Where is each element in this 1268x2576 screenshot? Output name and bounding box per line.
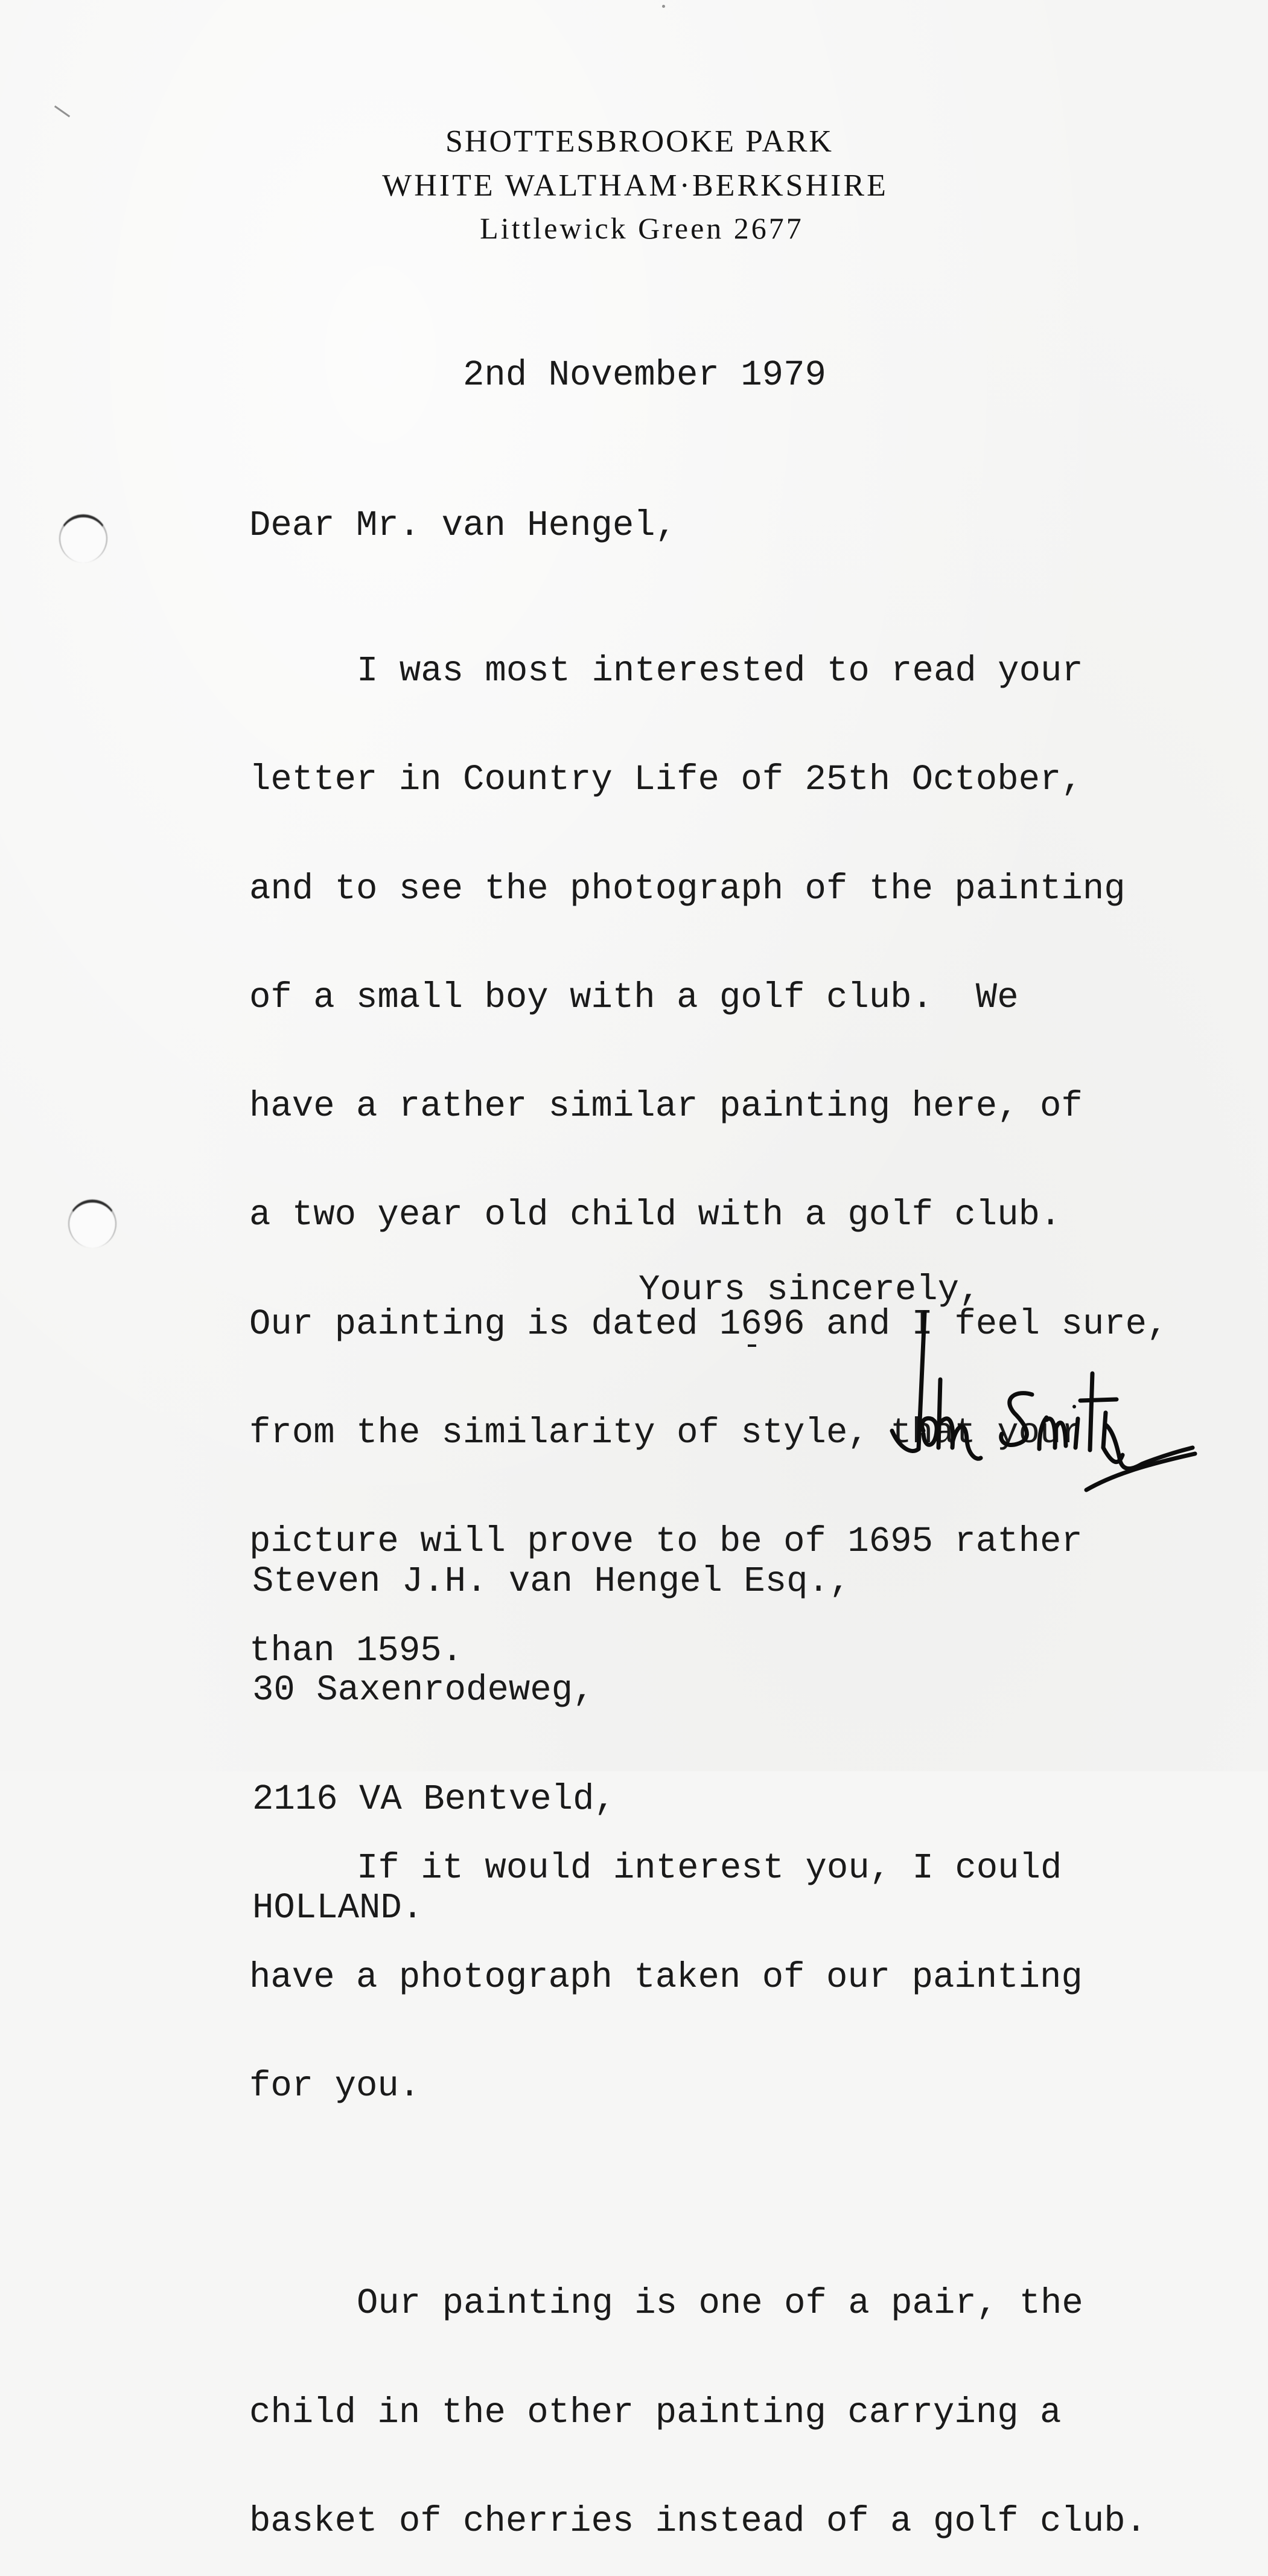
letterhead-locality: WHITE WALTHAM·BERKSHIRE	[382, 168, 888, 203]
address-line: 2116 VA Bentveld,	[252, 1779, 616, 1820]
body-line: Our painting is one of a pair, the	[357, 2283, 1083, 2324]
recipient-address	[252, 1491, 850, 1963]
letterhead-telephone: Littlewick Green 2677	[480, 211, 804, 245]
body-line: letter in Country Life of 25th October,	[249, 759, 1083, 801]
body-line: picture will prove to be of 1695 rather	[249, 1521, 1083, 1562]
salutation: Dear Mr. van Hengel,	[249, 505, 677, 546]
letterhead-estate-name: SHOTTESBROOKE PARK	[445, 124, 833, 159]
handwritten-signature	[881, 1310, 1219, 1503]
body-line: and to see the photograph of the painting	[249, 868, 1126, 909]
punch-hole-top	[59, 514, 107, 563]
punch-hole-bottom	[68, 1200, 116, 1248]
body-line: from the similarity of style, that your	[249, 1413, 1083, 1454]
body-line: child in the other painting carrying a	[249, 2392, 1062, 2433]
corrected-digit: 6	[741, 1303, 762, 1344]
dated-prefix: Our painting is dated 1	[249, 1303, 741, 1344]
body-line: basket of cherries instead of a golf club.	[249, 2501, 1147, 2542]
body-line: I was most interested to read your	[357, 651, 1083, 691]
body-line: have a rather similar painting here, of	[249, 1086, 1083, 1127]
body-line: If it would interest you, I could	[357, 1848, 1062, 1889]
paragraph-gap	[249, 2177, 1168, 2213]
dated-suffix: 96 and I feel sure,	[762, 1303, 1168, 1344]
body-line: of a small boy with a golf club. We	[249, 977, 1019, 1018]
body-line: for you.	[249, 2065, 421, 2106]
body-line: have a photograph taken of our painting	[249, 1957, 1083, 1998]
paper-speck	[662, 5, 665, 8]
address-line: Steven J.H. van Hengel Esq.,	[252, 1561, 851, 1602]
body-line: than 1595.	[249, 1630, 464, 1671]
address-line: HOLLAND.	[252, 1887, 424, 1928]
letter-date: 2nd November 1979	[463, 355, 826, 395]
address-line: 30 Saxenrodeweg,	[252, 1670, 594, 1711]
body-line: a two year old child with a golf club.	[249, 1195, 1062, 1236]
closing: Yours sincerely,	[639, 1270, 981, 1310]
